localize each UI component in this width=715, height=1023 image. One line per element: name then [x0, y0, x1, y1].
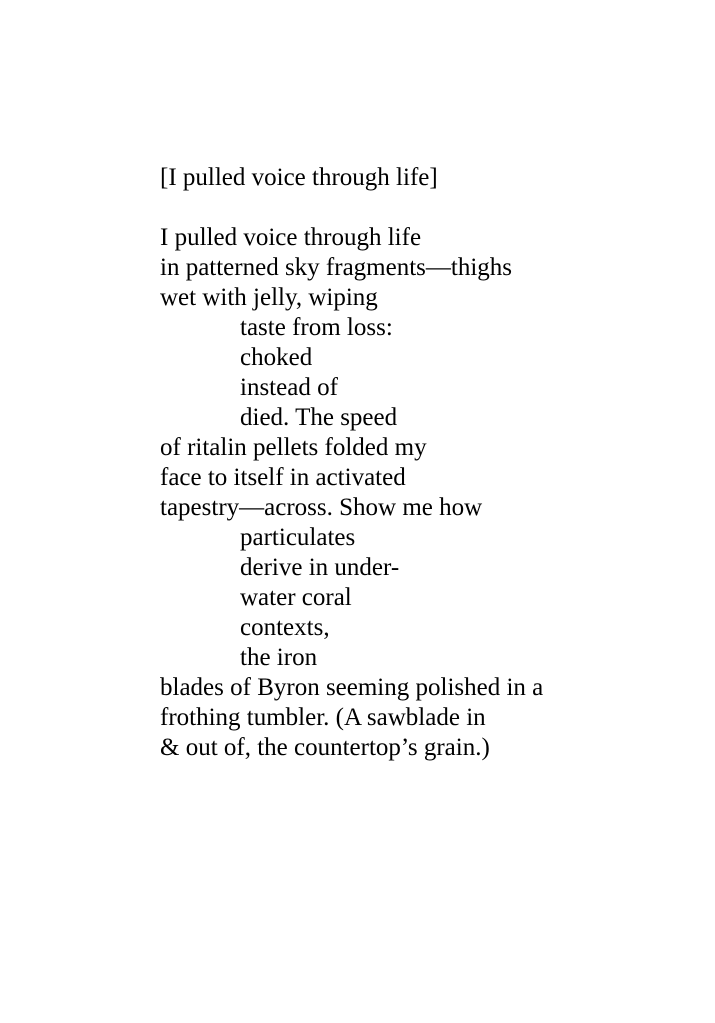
poem-line-indented: choked: [240, 344, 313, 371]
poem-line-indented: water coral: [240, 584, 352, 611]
poem-line: & out of, the countertop’s grain.): [160, 734, 490, 761]
poem-line: of ritalin pellets folded my: [160, 434, 427, 461]
poem-line: in patterned sky fragments—thighs: [160, 254, 513, 281]
poem-line-indented: instead of: [240, 374, 338, 401]
poem-line-indented: the iron: [240, 644, 318, 671]
poem-line-indented: derive in under-: [240, 554, 400, 581]
poem: [160, 163, 680, 763]
poem-line-indented: taste from loss:: [240, 314, 393, 341]
poem-line: blades of Byron seeming polished in a: [160, 674, 544, 701]
poem-line-indented: contexts,: [240, 614, 330, 641]
poem-line: wet with jelly, wiping: [160, 284, 378, 311]
poem-line: face to itself in activated: [160, 464, 406, 491]
poem-line-indented: particulates: [240, 524, 356, 551]
poem-line: tapestry—across. Show me how: [160, 494, 483, 521]
poem-line: frothing tumbler. (A sawblade in: [160, 704, 486, 731]
poem-line-indented: died. The speed: [240, 404, 398, 431]
poem-line: I pulled voice through life: [160, 224, 422, 251]
poem-body: [160, 223, 680, 763]
poem-title: [I pulled voice through life]: [160, 164, 438, 191]
